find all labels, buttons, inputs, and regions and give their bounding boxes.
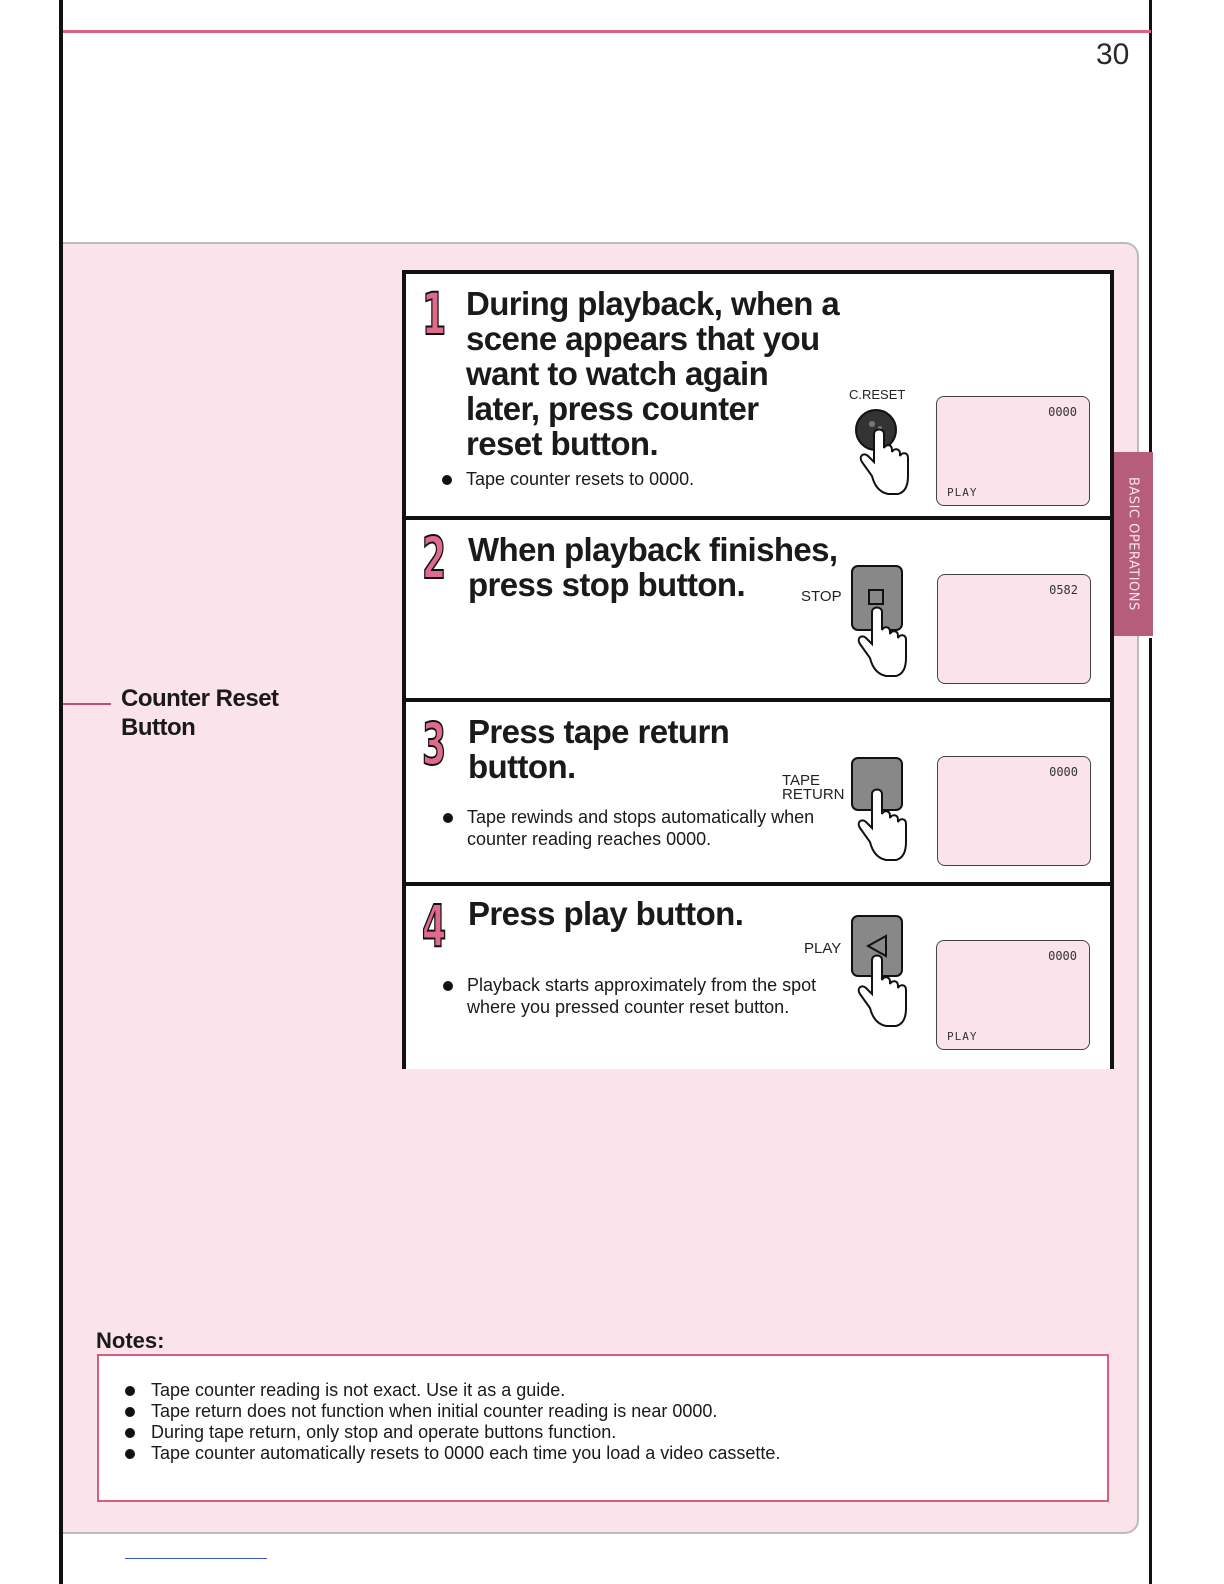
notes-box: [97, 1354, 1109, 1502]
notes-list: [123, 1380, 780, 1464]
tv-monitor: [936, 396, 1090, 506]
step-title-line: want to watch again: [466, 355, 769, 392]
mode-display: PLAY: [947, 1030, 978, 1043]
step-number: 3: [422, 710, 444, 778]
step-title-line: Press play button.: [468, 895, 744, 932]
step-title: [468, 896, 743, 931]
step-title-line: scene appears that you: [466, 320, 820, 357]
section-tab[interactable]: [1113, 452, 1153, 636]
button-label: STOP: [801, 588, 842, 605]
section-tab-label: BASIC OPERATIONS: [1125, 477, 1141, 611]
step-number: 2: [422, 524, 444, 592]
step-note: [443, 974, 816, 1018]
page-number: 30: [1096, 38, 1130, 71]
step-title: [468, 532, 837, 602]
button-label: C.RESET: [849, 387, 906, 402]
step-note-line: counter reading reaches 0000.: [467, 829, 712, 849]
step-title-line: button.: [468, 748, 576, 785]
step-4: [406, 882, 1110, 1069]
step-note-line: Tape rewinds and stops automatically when: [467, 807, 815, 827]
note-item: Tape counter automatically resets to 0000 each time you load a video cassette.: [123, 1443, 780, 1464]
hand-pointer-icon: [852, 404, 914, 500]
footer-link-rule: [125, 1558, 267, 1559]
step-note-line: where you pressed counter reset button.: [467, 997, 790, 1017]
step-title-line: later, press counter: [466, 390, 759, 427]
button-label: PLAY: [804, 940, 842, 957]
counter-display: 0000: [1049, 765, 1078, 779]
step-2: [406, 516, 1110, 698]
step-title: [466, 286, 839, 461]
step-1: [406, 274, 1110, 516]
steps-box: [402, 270, 1114, 1069]
counter-display: 0000: [1048, 405, 1077, 419]
notes-title: Notes:: [96, 1328, 165, 1353]
step-title-line: When playback finishes,: [468, 531, 838, 568]
note-item: Tape counter reading is not exact. Use it as a guide.: [123, 1380, 780, 1401]
tv-monitor: [937, 756, 1091, 866]
play-button-icon: [850, 914, 912, 1038]
step-title-line: press stop button.: [468, 566, 746, 603]
note-item: During tape return, only stop and operate buttons function.: [123, 1422, 780, 1443]
step-3: [406, 698, 1110, 882]
tv-monitor: [936, 940, 1090, 1050]
right-border-rule-lower: [1149, 638, 1152, 1584]
counter-display: 0582: [1049, 583, 1078, 597]
callout-label-line1: Counter Reset: [121, 685, 279, 712]
counter-display: 0000: [1048, 949, 1077, 963]
step-title: [468, 714, 729, 784]
button-label-line: TAPE: [782, 772, 821, 789]
button-label-line: RETURN: [782, 786, 845, 803]
step-number: 1: [422, 280, 444, 348]
tv-monitor: [937, 574, 1091, 684]
mode-display: PLAY: [947, 486, 978, 499]
step-number: 4: [422, 892, 444, 960]
callout-label-line2: Button: [121, 714, 196, 741]
callout-label: [121, 684, 279, 742]
step-title-line: Press tape return: [468, 713, 730, 750]
button-label: [782, 774, 845, 802]
callout-leader-line: [63, 703, 111, 705]
note-item: Tape return does not function when initial counter reading is near 0000.: [123, 1401, 780, 1422]
header-rule: [63, 30, 1151, 33]
tape-return-button-icon: [850, 756, 912, 874]
step-note: [443, 806, 814, 850]
step-title-line: During playback, when a: [466, 285, 840, 322]
step-note-line: Playback starts approximately from the spot: [467, 975, 817, 995]
step-title-line: reset button.: [466, 425, 659, 462]
right-border-rule: [1149, 0, 1152, 462]
step-note: Tape counter resets to 0000.: [442, 468, 694, 490]
stop-button-icon: [850, 564, 912, 682]
